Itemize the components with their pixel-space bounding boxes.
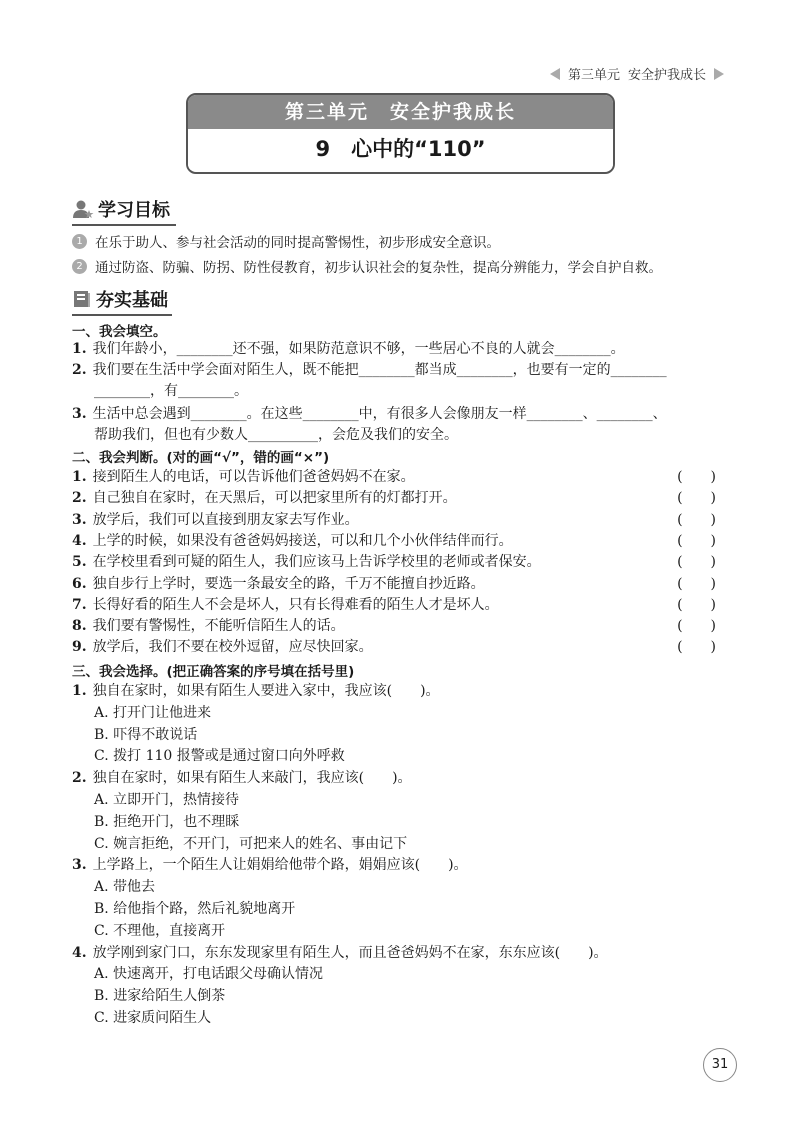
goals-heading: [72, 196, 170, 222]
answer-paren[interactable]: ( ): [677, 618, 716, 635]
choice-option: B. 吓得不敢说话: [94, 726, 198, 743]
number-badge: 1: [72, 234, 87, 249]
judge-item: 8. 我们要有警惕性，不能听信陌生人的话。: [72, 618, 345, 635]
choice-question: 4. 放学刚到家门口，东东发现家里有陌生人，而且爸爸妈妈不在家，东东应该( )。: [72, 944, 608, 961]
choice-option: A. 立即开门，热情接待: [94, 792, 240, 808]
judge-item: 4. 上学的时候，如果没有爸爸妈妈接送，可以和几个小伙伴结伴而行。: [72, 532, 513, 549]
answer-paren[interactable]: ( ): [677, 469, 716, 485]
triangle-right-icon: [714, 68, 724, 80]
goal-text: 通过防盗、防骗、防拐、防性侵教育，初步认识社会的复杂性，提高分辨能力，学会自护自救。: [95, 260, 662, 276]
basics-heading-text: 夯实基础: [96, 290, 168, 311]
choice-question: 2. 独自在家时，如果有陌生人来敲门，我应该( )。: [72, 770, 412, 787]
answer-paren[interactable]: ( ): [677, 575, 716, 592]
choice-option: A. 打开门让他进来: [94, 704, 212, 721]
page-number: 31: [703, 1048, 737, 1082]
unit-title: 第三单元 安全护我成长: [188, 95, 613, 129]
header-unit: 第三单元: [567, 68, 620, 83]
choice-question: 3. 上学路上，一个陌生人让娟娟给他带个路，娟娟应该( )。: [72, 857, 468, 874]
judge-item: 1. 接到陌生人的电话，可以告诉他们爸爸妈妈不在家。: [72, 469, 415, 485]
lesson-title: 9 心中的“110”: [188, 129, 613, 170]
answer-paren[interactable]: ( ): [677, 639, 716, 656]
choice-option: B. 给他指个路，然后礼貌地离开: [94, 901, 296, 917]
part2-title: 二、我会判断。(对的画“√”，错的画“×”): [72, 450, 330, 466]
triangle-left-icon: [550, 68, 560, 80]
part3-title: 三、我会选择。(把正确答案的序号填在括号里): [72, 664, 355, 680]
part1-title: 一、我会填空。: [72, 324, 167, 340]
choice-option: C. 进家质问陌生人: [94, 1010, 212, 1026]
person-star-icon: [72, 198, 94, 220]
choice-question: 1. 独自在家时，如果有陌生人要进入家中，我应该( )。: [72, 683, 440, 699]
fill-line: ________，有________。: [94, 383, 248, 399]
goal-text: 在乐于助人、参与社会活动的同时提高警惕性，初步形成安全意识。: [95, 235, 500, 251]
fill-line: 帮助我们，但也有少数人__________，会危及我们的安全。: [94, 427, 458, 443]
judge-item: 6. 独自步行上学时，要选一条最安全的路，千万不能擅自抄近路。: [72, 575, 485, 592]
judge-item: 2. 自己独自在家时，在天黑后，可以把家里所有的灯都打开。: [72, 490, 457, 507]
choice-option: B. 拒绝开门，也不理睬: [94, 813, 240, 830]
answer-paren[interactable]: ( ): [677, 490, 716, 507]
fill-line: 2. 我们要在生活中学会面对陌生人，既不能把________都当成________，也要有一定的________: [72, 362, 667, 378]
answer-paren[interactable]: ( ): [677, 554, 716, 571]
judge-item: 9. 放学后，我们不要在校外逗留，应尽快回家。: [72, 639, 373, 656]
goals-heading-text: 学习目标: [98, 200, 170, 221]
book-icon: [72, 289, 92, 309]
fill-line: 3. 生活中总会遇到________。在这些________中，有很多人会像朋友一样________、________、: [72, 406, 667, 422]
judge-item: 3. 放学后，我们可以直接到朋友家去写作业。: [72, 511, 359, 528]
choice-option: A. 带他去: [94, 879, 156, 896]
answer-paren[interactable]: ( ): [677, 596, 716, 613]
answer-paren[interactable]: ( ): [677, 511, 716, 528]
choice-option: C. 拨打 110 报警或是通过窗口向外呼救: [94, 748, 345, 765]
header-topic: 安全护我成长: [627, 68, 706, 83]
basics-heading: [72, 286, 168, 312]
answer-paren[interactable]: ( ): [677, 532, 716, 549]
judge-item: 7. 长得好看的陌生人不会是坏人，只有长得难看的陌生人才是坏人。: [72, 596, 499, 613]
goal-item: [72, 256, 662, 276]
choice-option: C. 不理他，直接离开: [94, 922, 226, 939]
judge-item: 5. 在学校里看到可疑的陌生人，我们应该马上告诉学校里的老师或者保安。: [72, 554, 541, 571]
choice-option: B. 进家给陌生人倒茶: [94, 988, 226, 1005]
fill-line: 1. 我们年龄小，________还不强，如果防范意识不够，一些居心不良的人就会________。: [72, 341, 625, 357]
running-header: [550, 64, 724, 83]
choice-option: A. 快速离开，打电话跟父母确认情况: [94, 966, 324, 983]
choice-option: C. 婉言拒绝，不开门，可把来人的姓名、事由记下: [94, 835, 408, 852]
number-badge: 2: [72, 259, 87, 274]
title-box: [186, 93, 615, 174]
goal-item: [72, 231, 500, 251]
